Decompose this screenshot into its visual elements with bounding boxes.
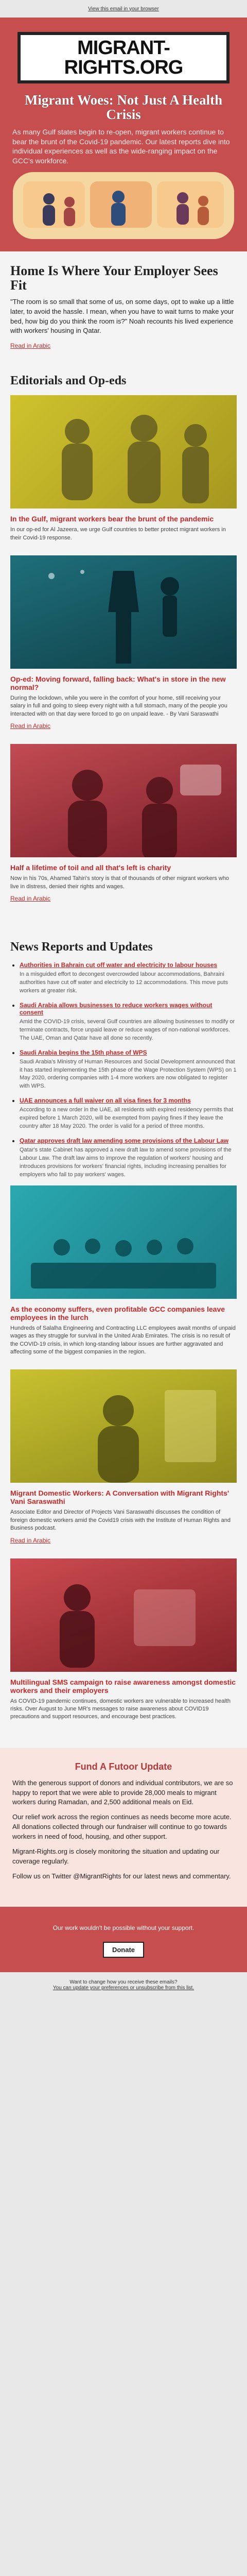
fund-update [0,1748,247,1907]
news-image [10,1185,237,1299]
editorial-card [10,744,237,903]
editorial-excerpt: In our op-ed for Al Jazeera, we urge Gulf countries to better protect migrant workers in their Covid-19 response. [10,527,226,541]
news-card-excerpt: As COVID-19 pandemic continues, domestic workers are vulnerable to increased health risks. Over August to June MR's messages to raise awareness about COVID19 precautions and support resources, and encourage best practices. [10,1698,231,1720]
news-photo-art [10,1558,237,1672]
news-headline-link[interactable]: Qatar approves draft law amending some provisions of the Labour Law [20,1137,229,1145]
news-card-excerpt: Hundreds of Salalha Engineering and Contracting LLC employees await months of unpaid wages as they struggle for survival in the United Arab Emirates. The crisis is no result of the COVID-19 crisis, in which long-standing labour issues are further aggravated and affecting some of the biggest companies in the region. [10,1325,236,1355]
news-item [20,1049,237,1091]
fund-paragraph: Follow us on Twitter @MigrantRights for our latest news and commentary. [12,1872,231,1880]
donate-button[interactable]: Donate [103,1942,144,1958]
news-card-title[interactable]: As the economy suffers, even profitable GCC companies leave employees in the lurch [10,1304,225,1321]
editorial-card [10,555,237,731]
editorial-photo-art [10,555,237,669]
editorial-title[interactable]: Op-ed: Moving forward, falling back: What's in store in the new normal? [10,675,226,691]
footer-change-text: Want to change how you receive these emails? [69,1979,178,1986]
fund-paragraph: Migrant-Rights.org is closely monitoring the situation and updating our coverage regularly. [12,1847,220,1865]
brand-logo: MIGRANT-RIGHTS.ORG [17,32,230,83]
news-item [20,961,237,995]
feature-panel [0,251,247,364]
news-headline-link[interactable]: Saudi Arabia allows businesses to reduce workers wages without consent [20,1001,213,1016]
news-image [10,1558,237,1672]
news-title: News Reports and Updates [10,940,153,954]
news-section [0,930,247,1748]
editorial-excerpt: Now in his 70s, Ahamed Tahiri's story is that of thousands of other migrant workers who live in distress, denied their rights and wages. [10,875,229,890]
hero-illustration [13,172,234,239]
editorial-image [10,395,237,509]
footer-links [0,1972,247,1996]
news-item [20,1137,237,1179]
news-list [10,961,237,1179]
editorial-arabic-link[interactable]: Read in Arabic [10,894,51,902]
editorial-photo-art [10,744,237,857]
editorial-arabic-link[interactable]: Read in Arabic [10,722,51,730]
editorial-image [10,744,237,857]
news-card-title[interactable]: Multilingual SMS campaign to raise awareness amongst domestic workers and their employers [10,1677,236,1694]
news-card-excerpt: Associate Editor and Director of Projects Vani Saraswathi discusses the condition of foreign domestic workers amid the Covid19 crisis with the Institute of Human Rights and Business podcast. [10,1509,231,1532]
hero-title: Migrant Woes: Not Just A Health Crisis [24,92,223,123]
donate-footer [0,1907,247,1972]
news-card [10,1185,237,1357]
fund-paragraph: With the generous support of donors and individual contributors, we are so happy to report that we were able to provide 28,000 meals to migrant workers during Ramadan, and 2,500 additional meals on Eid. [12,1778,233,1806]
news-card [10,1369,237,1545]
hero-intro: As many Gulf states begin to re-open, migrant workers continue to bear the brunt of the Covid-19 pandemic. Our latest reports dive into individual experiences as well as the wide-ranging impact on the GCC's workforce. [12,127,230,165]
news-item [20,1002,237,1043]
editorials-title: Editorials and Op-eds [10,374,127,388]
editorial-excerpt: During the lockdown, while you were in the comfort of your home, still receiving your salary in full and going to sleep every night with a full stomach, many of the people you interacted with on that day were forced to go on unpaid leave. - By Vani Saraswathi [10,695,227,717]
view-in-browser-link[interactable]: View this email in your browser [88,6,159,12]
news-item [20,1097,237,1131]
news-blurb: According to a new order in the UAE, all residents with expired residency permits that expired before 1 March 2020, will be exempted from paying fines if they leave the country after 18 May 2020. The order is valid for a period of three months. [20,1107,234,1130]
hero-illustration-art [13,172,234,239]
fund-title: Fund A Futoor Update [75,1761,172,1772]
browser-bar [0,0,247,18]
news-headline-link[interactable]: UAE announces a full waiver on all visa fines for 3 months [20,1097,191,1105]
feature-quote: "The room is so small that some of us, on some days, opt to wake up a little later, to avoid the hassle. I mean, when you have to wait turns to make your bed, how big do you think the room is?" Noah recounts his lived experience with workers' housing in Qatar. [10,297,234,335]
feature-arabic-link[interactable]: Read in Arabic [10,342,51,350]
news-photo-art [10,1369,237,1483]
news-blurb: Saudi Arabia's Ministry of Human Resources and Social Development announced that it has started implementing the 15th phase of the Wage Protection System (WPS) on 1 May 2020, ordering companies with 1-4 more workers are now obligated to register with WPS. [20,1058,237,1090]
news-headline-link[interactable]: Authorities in Bahrain cut off water and electricity to labour houses [20,961,218,969]
news-headline-link[interactable]: Saudi Arabia begins the 15th phase of WPS [20,1048,147,1056]
feature-heading: Home Is Where Your Employer Sees Fit [10,263,218,293]
editorials-section [0,364,247,930]
hero [0,18,247,251]
editorial-image [10,555,237,669]
news-blurb: Amid the COVID-19 crisis, several Gulf countries are allowing businesses to modify or terminate contracts, force unpaid leave or reduce wages of non-national workforces. The UAE, Oman and Qatar have all done so recently. [20,1018,235,1041]
news-image [10,1369,237,1483]
editorial-card [10,395,237,542]
news-card [10,1558,237,1721]
news-card-arabic-link[interactable]: Read in Arabic [10,1536,51,1544]
news-card-title[interactable]: Migrant Domestic Workers: A Conversation with Migrant Rights' Vani Saraswathi [10,1489,230,1506]
news-blurb: In a misguided effort to decongest overcrowded labour accommodations, Bahraini authorities have cut off water and electricity to 12 accommodations. This move puts workers at greater risk. [20,971,228,994]
support-line: Our work wouldn't be possible without your support. [52,1924,195,1932]
news-blurb: Qatar's state Cabinet has approved a new draft law to amend some provisions of the Labour Law. The draft law aims to improve the regulation of workers' housing and introduces provisions for workers' financial rights, including increasing penalties for employers who fail to pay workers' wages. [20,1147,232,1178]
editorial-title[interactable]: In the Gulf, migrant workers bear the brunt of the pandemic [10,515,214,523]
editorial-title[interactable]: Half a lifetime of toil and all that's left is charity [10,863,171,872]
editorial-photo-art [10,395,237,509]
news-photo-art [10,1185,237,1299]
fund-paragraph: Our relief work across the region continues as needs become more acute. All donations collected through our fundraiser will continue to go towards workers in need of food, housing, and other support. [12,1813,232,1841]
preferences-unsubscribe-link[interactable]: You can update your preferences or unsubscribe from this list. [52,1985,195,1991]
